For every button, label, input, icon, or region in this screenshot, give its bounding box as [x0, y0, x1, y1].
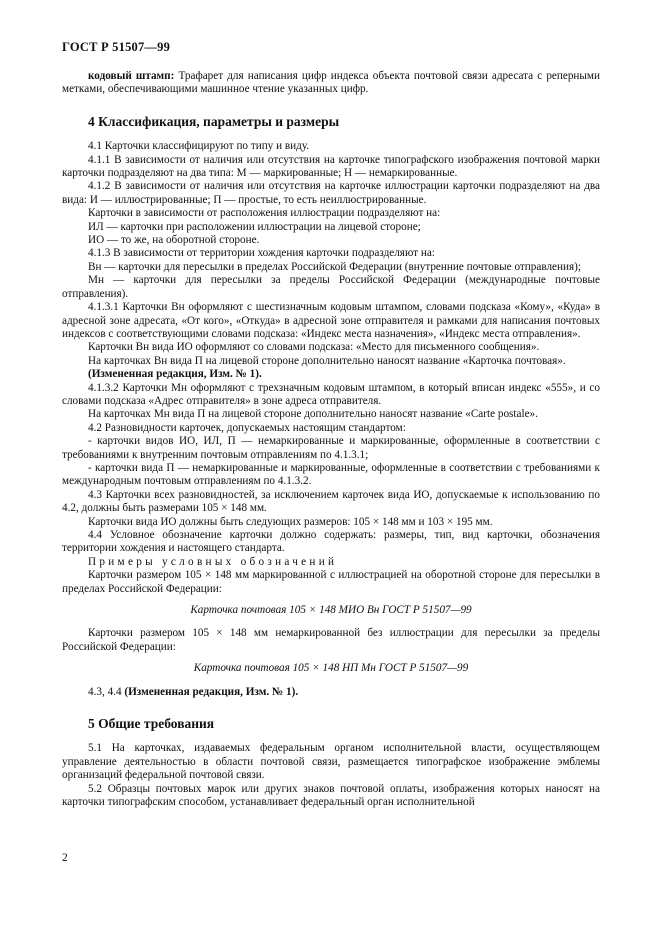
paragraph: Карточки вида ИО должны быть следующих размеров: 105 × 148 мм и 103 × 195 мм.: [88, 515, 493, 528]
paragraph: 4.4 Условное обозначение карточки должно содержать: размеры, тип, вид карточки, обозначения территории хождения и настоящего стандарта.: [62, 529, 600, 555]
paragraph: Карточки Вн вида ИО оформляют со словами подсказа: «Место для письменного сообщения».: [88, 341, 540, 354]
paragraph: Карточки в зависимости от расположения иллюстрации подразделяют на:: [88, 207, 441, 220]
paragraph: 4.1.3.1 Карточки Вн оформляют с шестизначным кодовым штампом, словами подсказа «Кому», «Куда» в адресной зоне адресата, «От кого», «Откуда» в адресной зоне отправителя и рамками для написания почтовых индексов с соответствующими словами подсказа: «Индекс места назначения», «Индекс места отправления».: [62, 301, 600, 340]
paragraph: - карточки вида П — немаркированные и маркированные, оформленные в соответствии с требованиями к международным почтовым отправлениям по 4.1.3.2.: [62, 461, 600, 488]
amendment-text: (Измененная редакция, Изм. № 1).: [124, 685, 299, 698]
paragraph: Мн — карточки для пересылки за пределы Российской Федерации (международные почтовые отправления).: [62, 274, 600, 300]
paragraph: 4.1.2 В зависимости от наличия или отсутствия на карточке иллюстрации карточки подразделяют на два вида: И — иллюстрированные; П — простые, то есть неиллюстрированные.: [62, 180, 600, 206]
example-designation: Карточка почтовая 105 × 148 МИО Вн ГОСТ Р 51507—99: [190, 604, 472, 617]
paragraph: ИЛ — карточки при расположении иллюстрации на лицевой стороне;: [88, 220, 421, 233]
section-4-heading: 4 Классификация, параметры и размеры: [88, 113, 340, 129]
paragraph: ИО — то же, на оборотной стороне.: [88, 234, 260, 247]
definition-paragraph: [62, 70, 600, 97]
paragraph: 5.2 Образцы почтовых марок или других знаков почтовой оплаты, изображения которых наносят на карточки типографским способом, устанавливает федеральный орган исполнительной: [62, 782, 600, 809]
definition-text: Трафарет для написания цифр индекса объекта почтовой связи адресата с реперными метками, обеспечивающими машинное чтение указанных цифр.: [62, 70, 601, 96]
amendment-note: [62, 686, 600, 699]
amendment-clauses: 4.3, 4.4: [88, 685, 125, 698]
document-body: [62, 70, 600, 810]
page-number: 2: [62, 852, 68, 864]
paragraph: 4.1.1 В зависимости от наличия или отсутствия на карточке типографского изображения почтовой марки карточки подразделяют на два типа: М — маркированные; Н — немаркированные.: [62, 153, 600, 180]
paragraph: На карточках Мн вида П на лицевой стороне дополнительно наносят название «Carte postale».: [88, 408, 538, 421]
paragraph: Карточки размером 105 × 148 мм маркированной с иллюстрацией на оборотной стороне для пересылки в пределах Российской Федерации:: [62, 569, 600, 595]
examples-heading: Примеры условных обозначений: [88, 555, 338, 568]
document-header: ГОСТ Р 51507—99: [62, 40, 171, 54]
paragraph: 4.3 Карточки всех разновидностей, за исключением карточек вида ИО, допускаемые к использованию по 4.2, должны быть размерами 105 × 148 мм.: [62, 488, 600, 515]
paragraph: 4.1.3.2 Карточки Мн оформляют с трехзначным кодовым штампом, в который вписан индекс «555», и со словами подсказа «Адрес отправителя» в зоне адреса отправителя.: [62, 381, 600, 407]
paragraph: 4.2 Разновидности карточек, допускаемых настоящим стандартом:: [88, 421, 406, 434]
paragraph: 5.1 На карточках, издаваемых федеральным органом исполнительной власти, осуществляющем управление деятельностью в области почтовой связи, размещается типографское изображение эмблемы организаций федеральной почтовой связи.: [62, 742, 600, 782]
paragraph: 4.1.3 В зависимости от территории хождения карточки подразделяют на:: [88, 247, 435, 260]
example-designation: Карточка почтовая 105 × 148 НП Мн ГОСТ Р 51507—99: [193, 662, 469, 675]
definition-term: кодовый штамп:: [88, 70, 175, 82]
paragraph: - карточки видов ИО, ИЛ, П — немаркированные и маркированные, оформленные в соответствии с требованиями к внутренним почтовым отправлениям по 4.1.3.1;: [62, 435, 600, 461]
section-5-heading: 5 Общие требования: [88, 716, 215, 732]
paragraph: 4.1 Карточки классифицируют по типу и виду.: [88, 140, 310, 153]
amendment-note: (Измененная редакция, Изм. № 1).: [88, 368, 262, 381]
paragraph: На карточках Вн вида П на лицевой стороне дополнительно наносят название «Карточка почтовая».: [88, 354, 566, 367]
paragraph: Вн — карточки для пересылки в пределах Российской Федерации (внутренние почтовые отправления);: [88, 260, 581, 273]
paragraph: Карточки размером 105 × 148 мм немаркированной без иллюстрации для пересылки за пределы Российской Федерации:: [62, 627, 600, 653]
